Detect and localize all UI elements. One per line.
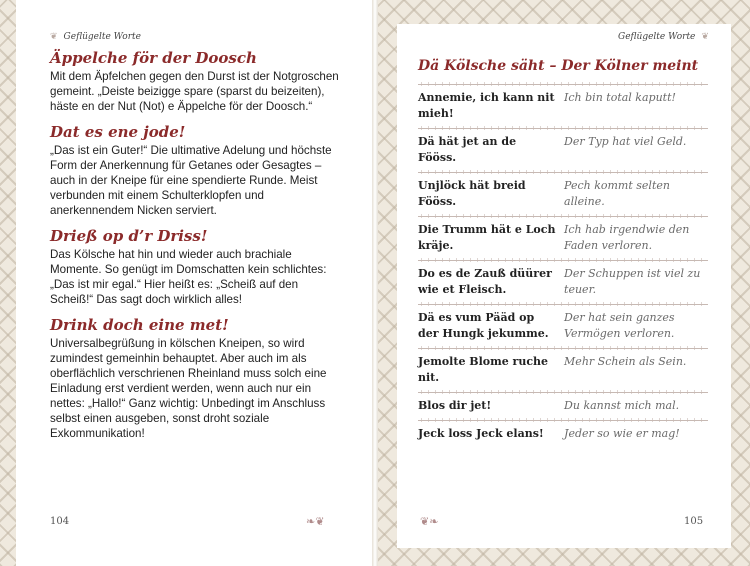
koelsch-phrase: Jemolte Blome ruche nit.	[418, 355, 549, 384]
table-row	[418, 392, 708, 420]
vine-flourish-icon: ❧❦	[306, 516, 325, 528]
table-row	[418, 84, 708, 128]
entry-body: „Das ist ein Guter!“ Die ultimative Adelung und höchste Form der Anerkennung für Getanes oder Gesagtes – auch in der Kneipe für eine spendierte Runde. Meist verbunden mit einem Schulterklopfen und anerkennendem Nicken serviert.	[50, 144, 332, 217]
table-title: Dä Kölsche säht – Der Kölner meint	[418, 58, 699, 74]
entry-title: Drieß op d’r Driss!	[50, 227, 208, 245]
german-meaning: Mehr Schein als Sein.	[564, 355, 687, 368]
koelsch-phrase: Die Trumm hät e Loch kräje.	[418, 223, 556, 252]
table-row	[418, 216, 708, 260]
left-page-content	[50, 50, 340, 451]
koelsch-phrase: Do es de Zauß düürer wie et Fleisch.	[418, 267, 552, 296]
running-head-text: Geflügelte Worte	[618, 32, 696, 42]
koelsch-phrase: Jeck loss Jeck elans!	[418, 427, 544, 440]
entry-body: Universalbegrüßung in kölschen Kneipen, so wird zumindest gemeinhin behauptet. Aber auch im als oberflächlich verschrienen Rheinland muss solch eine Einladung erst verdient werden, wenn auch nur ein nettes: „Hallo!“ Ganz wichtig: Unbedingt im Anschluss selbst einen ausgeben, sonst droht soziale Exkommunikation!	[50, 337, 327, 440]
german-meaning: Der hat sein ganzes Vermögen verloren.	[564, 311, 675, 340]
german-meaning: Du kannst mich mal.	[564, 399, 680, 412]
entry-title: Äppelche för der Doosch	[50, 49, 257, 67]
book-gutter	[372, 0, 378, 566]
koelsch-phrase: Annemie, ich kann nit mieh!	[418, 91, 555, 120]
entry-title: Dat es ene jode!	[50, 123, 186, 141]
table-row	[418, 304, 708, 348]
table-row	[418, 172, 708, 216]
german-meaning: Jeder so wie er mag!	[564, 427, 680, 440]
german-meaning: Pech kommt selten alleine.	[564, 179, 670, 208]
running-head-right	[618, 32, 709, 42]
german-meaning: Der Schuppen ist viel zu teuer.	[564, 267, 701, 296]
running-head-text: Geflügelte Worte	[63, 32, 141, 42]
running-head-left	[50, 32, 141, 42]
entry-title: Drink doch eine met!	[50, 316, 229, 334]
entry-body: Mit dem Äpfelchen gegen den Durst ist der Notgroschen gemeint. „Deiste beizigge spare (sparst du beizeiten), häste en der Nut (Not) e Äppelche för der Doosch.“	[50, 70, 339, 113]
page-number-left: 104	[50, 516, 70, 527]
page-number-right: 105	[684, 516, 704, 527]
left-edge-pattern	[0, 0, 16, 566]
koelsch-phrase: Dä es vum Pääd op der Hungk jekumme.	[418, 311, 549, 340]
german-meaning: Ich bin total kaputt!	[564, 91, 676, 104]
german-meaning: Der Typ hat viel Geld.	[564, 135, 687, 148]
vine-flourish-icon: ❦❧	[420, 516, 439, 528]
table-row	[418, 128, 708, 172]
koelsch-phrase: Blos dir jet!	[418, 399, 492, 412]
phrase-table	[418, 84, 708, 448]
german-meaning: Ich hab irgendwie den Faden verloren.	[564, 223, 690, 252]
leaf-ornament-icon: ❦	[50, 32, 58, 42]
table-row	[418, 348, 708, 392]
table-row	[418, 420, 708, 448]
leaf-ornament-icon: ❦	[701, 32, 709, 42]
koelsch-phrase: Unjlöck hät breid Fööss.	[418, 179, 526, 208]
table-row	[418, 260, 708, 304]
entry-body: Das Kölsche hat hin und wieder auch brachiale Momente. So genügt im Domschatten kein schlichtes: „Das ist mir egal.“ Hier heißt es: „Scheiß auf den Scheiß!“ Das sagt doch wirklich alles!	[50, 248, 327, 306]
koelsch-phrase: Dä hät jet an de Fööss.	[418, 135, 517, 164]
